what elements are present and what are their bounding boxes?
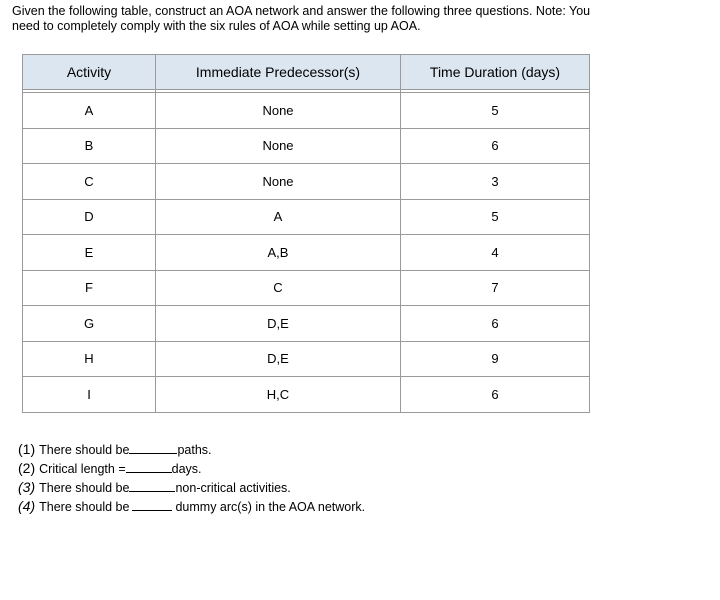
- table-row: [23, 270, 590, 306]
- duration-cell: 6: [401, 128, 590, 164]
- answer-blank[interactable]: [132, 498, 172, 511]
- table-row: [23, 93, 590, 129]
- table-row: [23, 377, 590, 413]
- duration-cell: 9: [401, 341, 590, 377]
- question-prefix: There should be: [39, 481, 130, 495]
- answer-blank[interactable]: [129, 441, 177, 454]
- activity-cell: H: [23, 341, 156, 377]
- answer-blank[interactable]: [129, 479, 175, 492]
- answer-blank[interactable]: [126, 460, 172, 473]
- table-header-row: [23, 55, 590, 90]
- activity-cell: C: [23, 164, 156, 200]
- duration-cell: 3: [401, 164, 590, 200]
- question-2: [18, 459, 365, 478]
- header-duration: Time Duration (days): [401, 55, 590, 90]
- question-suffix: non-critical activities.: [175, 481, 291, 495]
- question-number: (1): [18, 441, 36, 457]
- activity-cell: F: [23, 270, 156, 306]
- table-row: [23, 306, 590, 342]
- question-number: (2): [18, 460, 36, 476]
- table-row: [23, 341, 590, 377]
- question-suffix: dummy arc(s) in the AOA network.: [175, 500, 366, 514]
- predecessor-cell: None: [156, 128, 401, 164]
- activity-cell: A: [23, 93, 156, 129]
- predecessor-cell: D,E: [156, 341, 401, 377]
- predecessor-cell: A: [156, 199, 401, 235]
- question-4: [18, 497, 365, 516]
- question-suffix: paths.: [177, 443, 212, 457]
- table-row: [23, 199, 590, 235]
- predecessor-cell: D,E: [156, 306, 401, 342]
- activity-table: [22, 54, 590, 413]
- table-row: [23, 128, 590, 164]
- header-predecessors: Immediate Predecessor(s): [156, 55, 401, 90]
- question-prefix: Critical length =: [39, 462, 126, 476]
- header-activity: Activity: [23, 55, 156, 90]
- predecessor-cell: A,B: [156, 235, 401, 271]
- duration-cell: 5: [401, 199, 590, 235]
- predecessor-cell: None: [156, 93, 401, 129]
- table-row: [23, 164, 590, 200]
- question-suffix: days.: [171, 462, 202, 476]
- duration-cell: 6: [401, 377, 590, 413]
- question-3: [18, 478, 365, 497]
- predecessor-cell: C: [156, 270, 401, 306]
- question-number: (3): [18, 479, 36, 495]
- duration-cell: 6: [401, 306, 590, 342]
- duration-cell: 7: [401, 270, 590, 306]
- question-prefix: There should be: [39, 443, 130, 457]
- question-prefix: There should be: [39, 500, 130, 514]
- instructions-line-1: Given the following table, construct an AOA network and answer the following three questions. Note: You: [12, 4, 591, 18]
- predecessor-cell: None: [156, 164, 401, 200]
- activity-cell: G: [23, 306, 156, 342]
- question-number: (4): [18, 498, 36, 514]
- question-1: [18, 440, 365, 459]
- activity-cell: D: [23, 199, 156, 235]
- duration-cell: 5: [401, 93, 590, 129]
- activity-cell: E: [23, 235, 156, 271]
- question-list: [18, 440, 365, 516]
- instructions: [12, 4, 712, 34]
- predecessor-cell: H,C: [156, 377, 401, 413]
- instructions-line-2: need to completely comply with the six rules of AOA while setting up AOA.: [12, 19, 421, 33]
- table-row: [23, 235, 590, 271]
- activity-cell: B: [23, 128, 156, 164]
- activity-cell: I: [23, 377, 156, 413]
- duration-cell: 4: [401, 235, 590, 271]
